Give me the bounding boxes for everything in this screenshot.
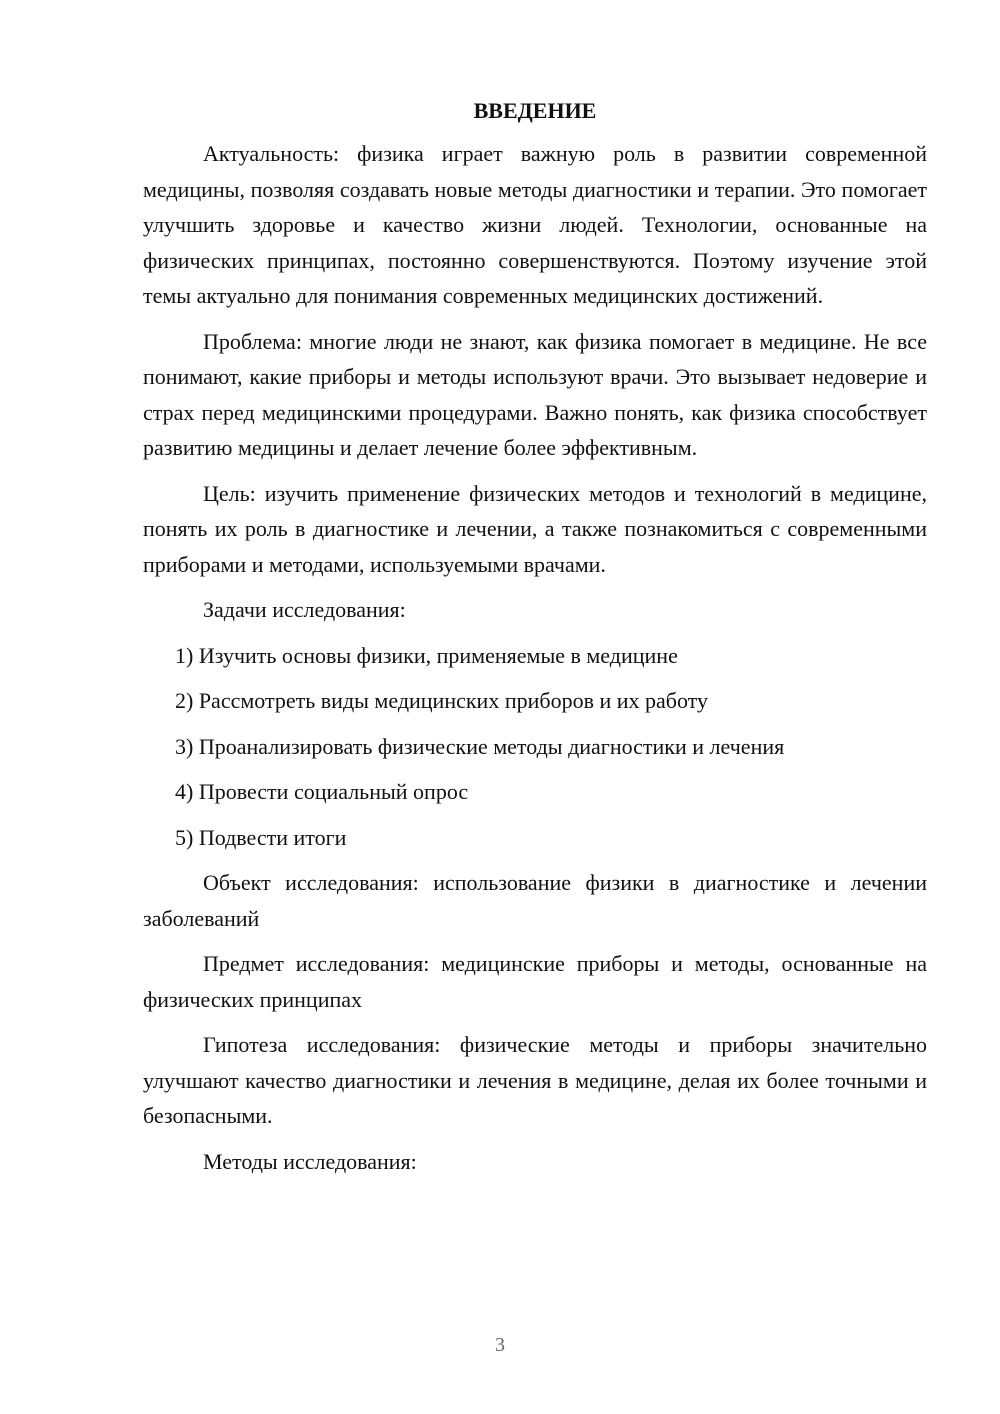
relevance-paragraph: Актуальность: физика играет важную роль в развитии современной медицины, позволяя создавать новые методы диагностики и терапии. Это помогает улучшить здоровье и качество жизни людей. Технологии, основанные на физических принципах, постоянно совершенствуются. Поэтому изучение этой темы актуально для понимания современных медицинских достижений. [143, 141, 927, 308]
tasks-heading: Задачи исследования: [203, 597, 406, 622]
list-item: 5) Подвести итоги [175, 824, 347, 850]
methods-heading: Методы исследования: [203, 1148, 417, 1174]
document-page [143, 96, 927, 1189]
goal-paragraph: Цель: изучить применение физических методов и технологий в медицине, понять их роль в диагностике и лечении, а также познакомиться с современными приборами и методами, используемыми врачами. [143, 480, 927, 577]
list-item: 4) Провести социальный опрос [175, 779, 469, 804]
page-number: 3 [495, 1334, 505, 1356]
hypothesis-paragraph: Гипотеза исследования: физические методы и приборы значительно улучшают качество диагностики и лечения в медицине, делая их более точными и безопасными. [143, 1032, 927, 1128]
subject-paragraph: Предмет исследования: медицинские приборы и методы, основанные на физических принципах [143, 951, 927, 1012]
list-item: 3) Проанализировать физические методы диагностики и лечения [175, 733, 785, 759]
list-item: 1) Изучить основы физики, применяемые в медицине [175, 642, 678, 668]
object-paragraph: Объект исследования: использование физики в диагностике и лечении заболеваний [143, 870, 927, 931]
problem-paragraph: Проблема: многие люди не знают, как физика помогает в медицине. Не все понимают, какие приборы и методы используют врачи. Это вызывает недоверие и страх перед медицинскими процедурами. Важно понять, как физика способствует развитию медицины и делает лечение более эффективным. [143, 328, 927, 460]
tasks-list [143, 638, 927, 856]
list-item: 2) Рассмотреть виды медицинских приборов и их работу [175, 688, 708, 713]
page-title: ВВЕДЕНИЕ [473, 98, 597, 123]
